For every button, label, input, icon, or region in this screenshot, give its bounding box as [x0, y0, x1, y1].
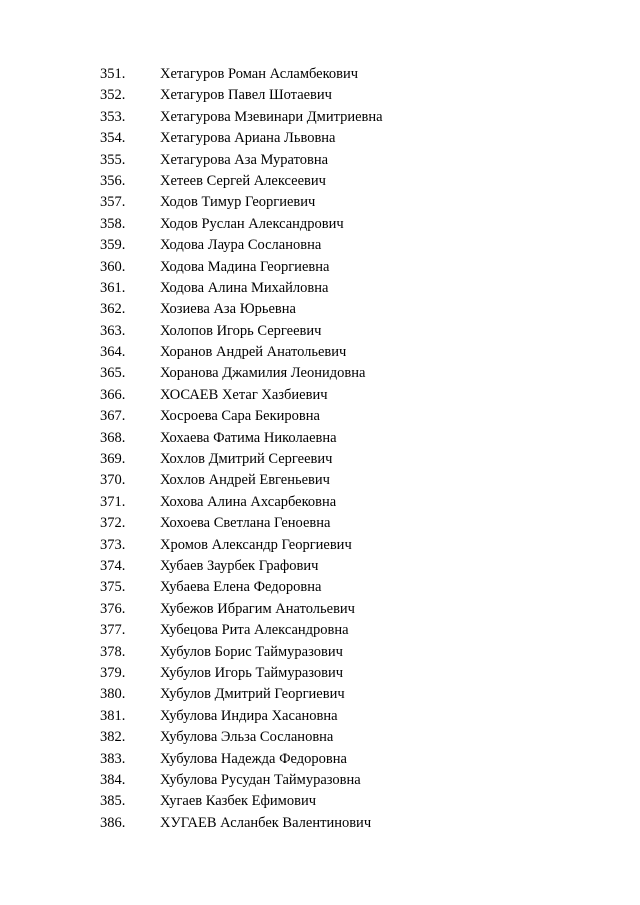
list-item	[0, 577, 640, 598]
entry-number: 372.	[100, 515, 126, 532]
entry-name: Хубулов Игорь Таймуразович	[160, 664, 344, 681]
entry-number: 382.	[100, 729, 126, 746]
entry-name: Хубулов Дмитрий Георгиевич	[160, 686, 345, 703]
entry-number: 355.	[100, 151, 126, 168]
list-item	[0, 749, 640, 770]
entry-number: 384.	[100, 771, 126, 788]
entry-name: Хетагуров Павел Шотаевич	[160, 87, 332, 104]
entry-number: 351.	[100, 66, 126, 82]
entry-number: 364.	[100, 344, 126, 361]
list-item	[0, 706, 640, 727]
entry-number: 375.	[100, 579, 126, 596]
entry-number: 365.	[100, 365, 126, 382]
list-item	[0, 813, 640, 834]
entry-number: 371.	[100, 493, 126, 510]
list-item	[0, 107, 640, 128]
list-item	[0, 128, 640, 149]
entry-number: 368.	[100, 429, 126, 446]
entry-name: Хетагуров Роман Асламбекович	[160, 66, 359, 82]
entry-number: 354.	[100, 130, 126, 147]
list-item	[0, 278, 640, 299]
entry-name: Ходова Алина Михайловна	[160, 279, 329, 296]
name-list	[0, 64, 640, 834]
entry-number: 356.	[100, 172, 126, 189]
entry-name: Хетагурова Аза Муратовна	[160, 151, 329, 168]
entry-number: 380.	[100, 686, 126, 703]
entry-name: Хромов Александр Георгиевич	[160, 536, 352, 553]
entry-number: 352.	[100, 87, 126, 104]
list-item	[0, 663, 640, 684]
entry-number: 383.	[100, 750, 126, 767]
entry-name: Хоранов Андрей Анатольевич	[160, 344, 347, 361]
list-item	[0, 385, 640, 406]
entry-number: 373.	[100, 536, 126, 553]
list-item	[0, 85, 640, 106]
entry-name: Ходов Тимур Георгиевич	[160, 194, 316, 211]
list-item	[0, 235, 640, 256]
entry-number: 379.	[100, 664, 126, 681]
list-item	[0, 642, 640, 663]
list-item	[0, 535, 640, 556]
entry-name: Ходова Лаура Сослановна	[160, 237, 322, 254]
list-item	[0, 791, 640, 812]
list-item	[0, 171, 640, 192]
entry-name: Хугаев Казбек Ефимович	[160, 793, 317, 810]
entry-number: 381.	[100, 707, 126, 724]
entry-name: Хетеев Сергей Алексеевич	[160, 172, 326, 189]
list-item	[0, 64, 640, 85]
entry-number: 360.	[100, 258, 126, 275]
entry-name: Хубулова Надежда Федоровна	[160, 750, 347, 767]
entry-number: 369.	[100, 451, 126, 468]
entry-number: 374.	[100, 557, 126, 574]
entry-name: ХУГАЕВ Асланбек Валентинович	[160, 814, 372, 831]
entry-name: Хубулова Эльза Сослановна	[160, 729, 334, 746]
entry-number: 358.	[100, 215, 126, 232]
entry-name: Ходов Руслан Александрович	[160, 215, 344, 232]
entry-number: 385.	[100, 793, 126, 810]
entry-name: Ходова Мадина Георгиевна	[160, 258, 330, 275]
entry-number: 357.	[100, 194, 126, 211]
entry-name: Хохоева Светлана Геноевна	[160, 515, 331, 532]
list-item	[0, 150, 640, 171]
list-item	[0, 556, 640, 577]
entry-number: 363.	[100, 322, 126, 339]
list-item	[0, 727, 640, 748]
list-item	[0, 342, 640, 363]
list-item	[0, 214, 640, 235]
entry-name: Хубулов Борис Таймуразович	[160, 643, 343, 660]
entry-name: Хетагурова Ариана Львовна	[160, 130, 336, 147]
list-item	[0, 599, 640, 620]
entry-number: 353.	[100, 108, 126, 125]
entry-number: 359.	[100, 237, 126, 254]
entry-name: Хубулова Индира Хасановна	[160, 707, 338, 724]
list-item	[0, 428, 640, 449]
entry-name: Хосроева Сара Бекировна	[160, 408, 320, 425]
list-item	[0, 470, 640, 491]
entry-name: Хубаев Заурбек Графович	[160, 557, 319, 574]
entry-name: Хохлов Дмитрий Сергеевич	[160, 451, 333, 468]
list-item	[0, 513, 640, 534]
entry-number: 367.	[100, 408, 126, 425]
entry-name: Хубаева Елена Федоровна	[160, 579, 322, 596]
list-item	[0, 770, 640, 791]
entry-name: Хубежов Ибрагим Анатольевич	[160, 600, 355, 617]
list-item	[0, 321, 640, 342]
entry-name: Хозиева Аза Юрьевна	[160, 301, 296, 318]
entry-name: ХОСАЕВ Хетаг Хазбиевич	[160, 386, 328, 403]
entry-number: 366.	[100, 386, 126, 403]
list-item	[0, 363, 640, 384]
entry-name: Хохова Алина Ахсарбековна	[160, 493, 337, 510]
list-item	[0, 449, 640, 470]
entry-name: Холопов Игорь Сергеевич	[160, 322, 322, 339]
entry-number: 376.	[100, 600, 126, 617]
entry-name: Хохлов Андрей Евгеньевич	[160, 472, 330, 489]
entry-number: 378.	[100, 643, 126, 660]
list-item	[0, 406, 640, 427]
list-item	[0, 492, 640, 513]
entry-name: Хоранова Джамилия Леонидовна	[160, 365, 366, 382]
list-item	[0, 620, 640, 641]
entry-name: Хубулова Русудан Таймуразовна	[160, 771, 361, 788]
list-item	[0, 257, 640, 278]
entry-number: 361.	[100, 279, 126, 296]
entry-name: Хохаева Фатима Николаевна	[160, 429, 337, 446]
entry-number: 362.	[100, 301, 126, 318]
entry-name: Хетагурова Мзевинари Дмитриевна	[160, 108, 383, 125]
list-item	[0, 192, 640, 213]
list-item	[0, 299, 640, 320]
list-item	[0, 684, 640, 705]
entry-number: 386.	[100, 814, 126, 831]
entry-number: 370.	[100, 472, 126, 489]
entry-name: Хубецова Рита Александровна	[160, 622, 349, 639]
entry-number: 377.	[100, 622, 126, 639]
